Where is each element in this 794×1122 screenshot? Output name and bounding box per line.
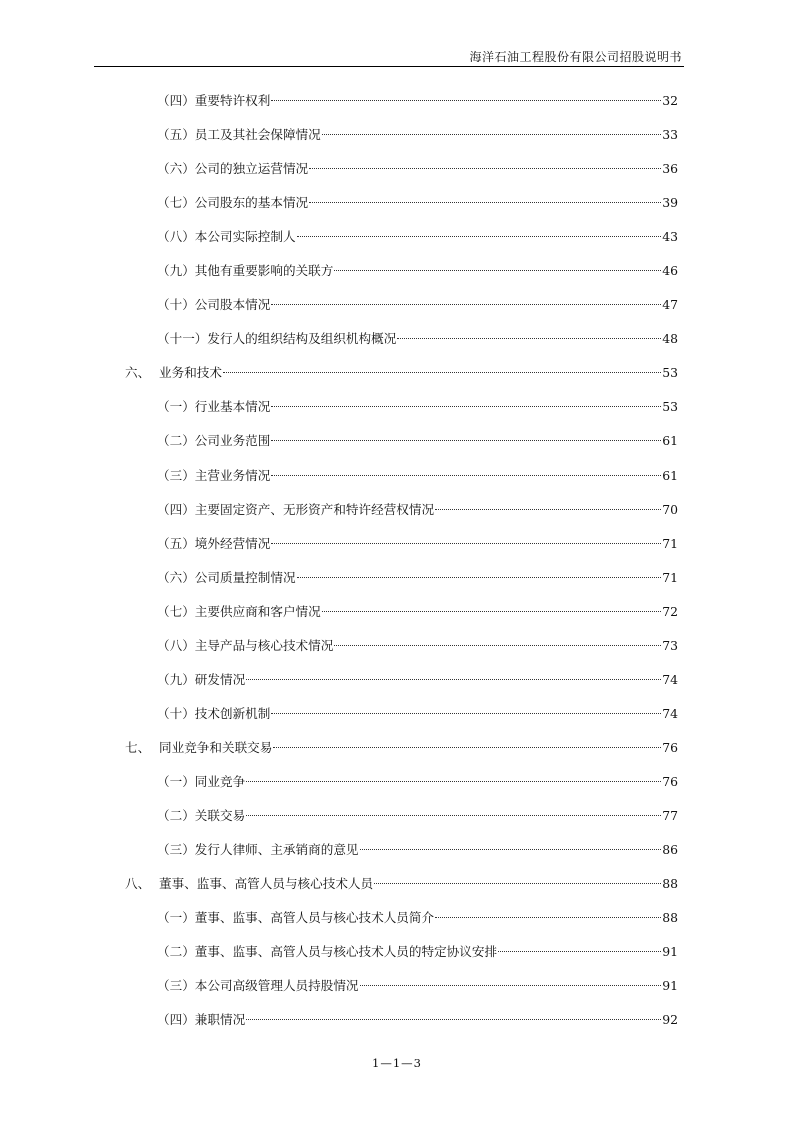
toc-section-entry[interactable] [0, 91, 794, 125]
toc-dot-leader [271, 543, 661, 544]
toc-entry-title: 研发情况 [194, 671, 246, 687]
toc-entry-title: 本公司高级管理人员持股情况 [194, 978, 359, 994]
toc-dot-leader [397, 338, 661, 339]
toc-dot-leader [271, 100, 661, 101]
toc-entry-title: 公司股本情况 [194, 297, 271, 313]
toc-entry-number: （七） [157, 195, 195, 211]
toc-chapter-entry[interactable] [0, 874, 794, 908]
toc-entry-number: （三） [157, 978, 195, 994]
toc-entry-number: （六） [157, 161, 195, 177]
toc-entry-title: 兼职情况 [194, 1012, 246, 1028]
toc-section-entry[interactable] [0, 295, 794, 329]
toc-section-entry[interactable] [0, 125, 794, 159]
toc-section-entry[interactable] [0, 397, 794, 431]
toc-entry-page: 77 [662, 807, 678, 823]
toc-section-entry[interactable] [0, 908, 794, 942]
toc-entry-page: 48 [662, 331, 678, 347]
toc-entry-number: （二） [157, 807, 195, 823]
header-rule [94, 66, 684, 67]
toc-entry-page: 76 [662, 773, 678, 789]
toc-dot-leader [322, 134, 662, 135]
toc-entry-page: 73 [662, 637, 678, 653]
toc-entry-number: （十） [157, 297, 195, 313]
toc-section-entry[interactable] [0, 159, 794, 193]
toc-entry-title: 董事、监事、高管人员与核心技术人员的特定协议安排 [194, 944, 498, 960]
toc-section-entry[interactable] [0, 431, 794, 465]
toc-entry-title: 公司业务范围 [194, 433, 271, 449]
toc-entry-number: （五） [157, 127, 195, 143]
toc-entry-number: （六） [157, 569, 195, 585]
toc-entry-title: 公司的独立运营情况 [194, 161, 309, 177]
toc-entry-page: 39 [662, 195, 678, 211]
toc-dot-leader [273, 747, 661, 748]
toc-entry-title: 主要固定资产、无形资产和特许经营权情况 [194, 501, 435, 517]
toc-section-entry[interactable] [0, 568, 794, 602]
toc-dot-leader [297, 236, 662, 237]
toc-dot-leader [322, 611, 662, 612]
toc-entry-number: 八、 [125, 876, 151, 892]
toc-entry-number: （八） [157, 637, 195, 653]
table-of-contents [0, 91, 794, 1044]
toc-section-entry[interactable] [0, 534, 794, 568]
toc-entry-title: 发行人律师、主承销商的意见 [194, 842, 359, 858]
toc-section-entry[interactable] [0, 806, 794, 840]
toc-dot-leader [223, 372, 661, 373]
toc-entry-number: （三） [157, 467, 195, 483]
toc-entry-number: （四） [157, 501, 195, 517]
toc-entry-number: （八） [157, 229, 195, 245]
toc-entry-number: 七、 [125, 739, 151, 755]
toc-dot-leader [246, 679, 661, 680]
toc-dot-leader [271, 304, 661, 305]
toc-dot-leader [360, 849, 662, 850]
toc-dot-leader [334, 645, 661, 646]
toc-entry-page: 36 [662, 161, 678, 177]
toc-dot-leader [246, 1019, 661, 1020]
toc-dot-leader [246, 781, 661, 782]
toc-entry-page: 71 [662, 535, 678, 551]
toc-entry-number: （七） [157, 603, 195, 619]
toc-entry-number: （四） [157, 1012, 195, 1028]
toc-chapter-entry[interactable] [0, 738, 794, 772]
toc-entry-title: 本公司实际控制人 [194, 229, 296, 245]
toc-entry-page: 33 [662, 127, 678, 143]
toc-entry-title: 主营业务情况 [194, 467, 271, 483]
toc-section-entry[interactable] [0, 193, 794, 227]
toc-entry-number: （二） [157, 944, 195, 960]
toc-entry-title: 主导产品与核心技术情况 [194, 637, 334, 653]
toc-entry-title: 行业基本情况 [194, 399, 271, 415]
toc-section-entry[interactable] [0, 772, 794, 806]
toc-entry-number: （一） [157, 910, 195, 926]
toc-entry-title: 其他有重要影响的关联方 [194, 263, 334, 279]
toc-section-entry[interactable] [0, 261, 794, 295]
toc-section-entry[interactable] [0, 500, 794, 534]
toc-dot-leader [309, 202, 661, 203]
toc-entry-number: （一） [157, 773, 195, 789]
toc-section-entry[interactable] [0, 670, 794, 704]
toc-entry-title: 重要特许权利 [194, 93, 271, 108]
toc-entry-title: 同业竞争和关联交易 [159, 739, 273, 755]
toc-section-entry[interactable] [0, 636, 794, 670]
toc-dot-leader [309, 168, 661, 169]
toc-entry-title: 公司股东的基本情况 [194, 195, 309, 211]
toc-entry-page: 74 [662, 671, 678, 687]
toc-dot-leader [271, 440, 661, 441]
toc-entry-number: （三） [157, 842, 195, 858]
toc-section-entry[interactable] [0, 329, 794, 363]
toc-entry-page: 61 [662, 433, 678, 449]
toc-section-entry[interactable] [0, 1010, 794, 1044]
toc-entry-title: 同业竞争 [194, 773, 246, 789]
toc-entry-page: 86 [662, 842, 678, 858]
toc-entry-page: 88 [662, 876, 678, 892]
toc-entry-page: 91 [662, 944, 678, 960]
toc-entry-page: 70 [662, 501, 678, 517]
toc-section-entry[interactable] [0, 840, 794, 874]
page-header-title: 海洋石油工程股份有限公司招股说明书 [469, 50, 682, 64]
toc-entry-page: 74 [662, 705, 678, 721]
toc-chapter-entry[interactable] [0, 363, 794, 397]
toc-entry-number: （四） [157, 93, 195, 108]
toc-entry-number: （一） [157, 399, 195, 415]
toc-entry-page: 91 [662, 978, 678, 994]
toc-entry-page: 53 [662, 365, 678, 381]
toc-section-entry[interactable] [0, 227, 794, 261]
toc-entry-title: 员工及其社会保障情况 [194, 127, 321, 143]
toc-entry-page: 61 [662, 467, 678, 483]
toc-entry-page: 76 [662, 739, 678, 755]
toc-entry-page: 46 [662, 263, 678, 279]
toc-section-entry[interactable] [0, 942, 794, 976]
toc-section-entry[interactable] [0, 602, 794, 636]
toc-entry-title: 董事、监事、高管人员与核心技术人员 [159, 876, 374, 892]
toc-entry-title: 技术创新机制 [194, 705, 271, 721]
toc-dot-leader [498, 951, 661, 952]
toc-entry-number: （九） [157, 671, 195, 687]
toc-dot-leader [271, 475, 661, 476]
toc-entry-page: 43 [662, 229, 678, 245]
toc-entry-number: （十一） [157, 331, 208, 347]
toc-section-entry[interactable] [0, 976, 794, 1010]
toc-dot-leader [271, 406, 661, 407]
toc-entry-page: 72 [662, 603, 678, 619]
toc-entry-page: 32 [662, 93, 678, 108]
toc-entry-number: 六、 [125, 365, 151, 381]
toc-dot-leader [360, 985, 662, 986]
toc-dot-leader [334, 270, 661, 271]
toc-dot-leader [246, 815, 661, 816]
toc-dot-leader [374, 883, 661, 884]
toc-dot-leader [297, 577, 662, 578]
toc-entry-page: 88 [662, 910, 678, 926]
toc-entry-number: （九） [157, 263, 195, 279]
toc-entry-page: 53 [662, 399, 678, 415]
page-number: 1—1—3 [372, 1056, 422, 1070]
toc-entry-page: 92 [662, 1012, 678, 1028]
toc-dot-leader [271, 713, 661, 714]
toc-dot-leader [435, 509, 661, 510]
toc-entry-title: 发行人的组织结构及组织机构概况 [207, 331, 397, 347]
toc-entry-title: 公司质量控制情况 [194, 569, 296, 585]
toc-entry-title: 关联交易 [194, 807, 246, 823]
toc-section-entry[interactable] [0, 704, 794, 738]
toc-dot-leader [435, 917, 661, 918]
toc-entry-number: （五） [157, 535, 195, 551]
toc-entry-number: （二） [157, 433, 195, 449]
toc-entry-page: 71 [662, 569, 678, 585]
toc-entry-page: 47 [662, 297, 678, 313]
toc-entry-title: 董事、监事、高管人员与核心技术人员简介 [194, 910, 435, 926]
toc-entry-title: 境外经营情况 [194, 535, 271, 551]
toc-entry-title: 主要供应商和客户情况 [194, 603, 321, 619]
toc-entry-number: （十） [157, 705, 195, 721]
toc-section-entry[interactable] [0, 466, 794, 500]
toc-entry-title: 业务和技术 [159, 365, 222, 381]
